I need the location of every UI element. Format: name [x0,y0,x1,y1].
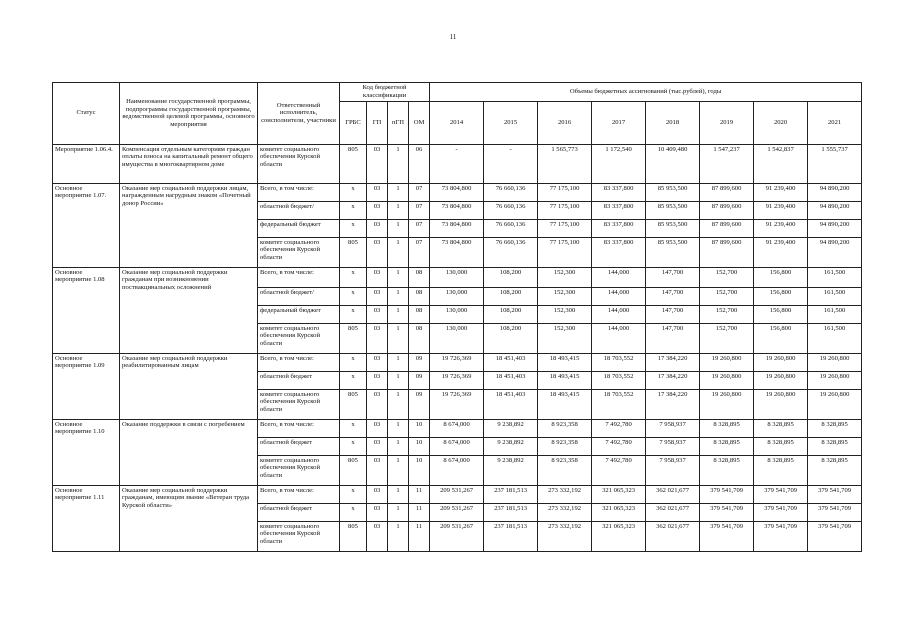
row-value: 87 899,600 [700,201,754,219]
row-value: 156,800 [754,323,808,353]
row-value: 87 899,600 [700,237,754,267]
row-value: 10 409,480 [646,144,700,183]
row-value: 85 953,500 [646,183,700,201]
row-status: Основное мероприятие 1.07. [53,183,120,267]
row-status: Основное мероприятие 1.10 [53,419,120,485]
row-value: 19 260,800 [700,389,754,419]
row-value: 19 260,800 [754,353,808,371]
row-value: 77 175,100 [538,201,592,219]
row-value: 9 238,892 [484,455,538,485]
row-om: 08 [409,287,430,305]
row-value: 94 890,200 [808,219,862,237]
header-code-col: ОМ [409,101,430,144]
header-code-col: пГП [388,101,409,144]
row-om: 09 [409,389,430,419]
row-value: 8 674,000 [430,419,484,437]
row-status: Основное мероприятие 1.09 [53,353,120,419]
row-value: 7 492,780 [592,419,646,437]
row-value: 273 332,192 [538,503,592,521]
row-name: Оказание мер социальной поддержки реабилитированным лицам [120,353,258,419]
row-gp: 03 [367,521,388,551]
row-status: Мероприятие 1.06.4. [53,144,120,183]
row-value: 19 726,369 [430,353,484,371]
row-value: 18 493,415 [538,353,592,371]
row-value: 8 328,895 [700,455,754,485]
header-year: 2015 [484,101,538,144]
row-value: 7 492,780 [592,455,646,485]
row-value: 73 804,800 [430,219,484,237]
row-value: - [484,144,538,183]
row-grbs: 805 [340,389,367,419]
row-om: 11 [409,521,430,551]
row-value: 152,700 [700,323,754,353]
row-pgp: 1 [388,305,409,323]
row-value: 85 953,500 [646,219,700,237]
row-value: 94 890,200 [808,201,862,219]
row-responsible: Всего, в том числе: [258,485,340,503]
row-pgp: 1 [388,353,409,371]
row-value: 108,200 [484,323,538,353]
row-value: 8 923,358 [538,455,592,485]
row-value: 87 899,600 [700,219,754,237]
row-value: 152,700 [700,305,754,323]
row-name: Оказание мер социальной поддержки гражданам при возникновении поствакцинальных осложнений [120,267,258,353]
row-value: 85 953,500 [646,201,700,219]
row-name: Оказание поддержки в связи с погребением [120,419,258,485]
row-value: 19 260,800 [754,389,808,419]
row-value: 18 451,403 [484,353,538,371]
row-gp: 03 [367,183,388,201]
row-value: 144,000 [592,287,646,305]
row-value: 18 493,415 [538,371,592,389]
row-value: 18 451,403 [484,371,538,389]
row-om: 08 [409,267,430,287]
row-pgp: 1 [388,485,409,503]
row-value: 379 541,709 [808,485,862,503]
row-value: 77 175,100 [538,219,592,237]
row-value: 362 021,677 [646,521,700,551]
row-value: 19 726,369 [430,371,484,389]
row-value: 8 328,895 [754,455,808,485]
header-year: 2017 [592,101,646,144]
row-grbs: x [340,437,367,455]
row-value: 8 328,895 [754,437,808,455]
row-value: 237 181,513 [484,503,538,521]
row-value: 108,200 [484,305,538,323]
row-gp: 03 [367,305,388,323]
row-value: 83 337,800 [592,219,646,237]
row-om: 09 [409,371,430,389]
row-om: 06 [409,144,430,183]
row-gp: 03 [367,201,388,219]
row-responsible: комитет социального обеспечения Курской области [258,144,340,183]
table-row [53,485,862,503]
row-value: 17 384,220 [646,389,700,419]
row-responsible: федеральный бюджет [258,219,340,237]
row-value: 18 703,552 [592,371,646,389]
row-pgp: 1 [388,389,409,419]
row-grbs: x [340,419,367,437]
row-responsible: областной бюджет [258,503,340,521]
header-year: 2016 [538,101,592,144]
row-value: 147,700 [646,323,700,353]
header-responsible: Ответственный исполнитель, соисполнители, участники [258,83,340,145]
row-value: 1 542,837 [754,144,808,183]
row-value: 161,500 [808,305,862,323]
row-name: Оказание мер социальной поддержки гражданам, имеющим звание «Ветеран труда Курской области» [120,485,258,551]
row-value: 379 541,709 [754,503,808,521]
row-responsible: Всего, в том числе: [258,353,340,371]
row-responsible: комитет социального обеспечения Курской области [258,237,340,267]
row-grbs: 805 [340,521,367,551]
row-value: 19 260,800 [808,371,862,389]
header-year: 2019 [700,101,754,144]
row-value: 7 958,937 [646,419,700,437]
row-grbs: x [340,305,367,323]
row-value: 8 923,358 [538,419,592,437]
table-row [53,183,862,201]
row-value: 19 726,369 [430,389,484,419]
row-value: 152,300 [538,267,592,287]
row-value: 379 541,709 [754,485,808,503]
row-value: 85 953,500 [646,237,700,267]
row-pgp: 1 [388,521,409,551]
row-responsible: областной бюджет/ [258,287,340,305]
row-grbs: x [340,183,367,201]
page-number: 11 [449,33,457,41]
row-value: 8 328,895 [808,419,862,437]
row-value: 18 703,552 [592,353,646,371]
row-om: 10 [409,455,430,485]
row-value: 1 172,540 [592,144,646,183]
row-value: 76 660,136 [484,219,538,237]
row-value: 8 328,895 [808,455,862,485]
row-value: 73 804,800 [430,201,484,219]
row-gp: 03 [367,389,388,419]
row-om: 07 [409,237,430,267]
row-status: Основное мероприятие 1.11 [53,485,120,551]
row-value: 7 492,780 [592,437,646,455]
row-value: 9 238,892 [484,437,538,455]
header-code-col: ГП [367,101,388,144]
row-om: 08 [409,305,430,323]
row-value: 362 021,677 [646,485,700,503]
row-value: 237 181,513 [484,485,538,503]
row-om: 09 [409,353,430,371]
row-value: 144,000 [592,323,646,353]
row-value: 144,000 [592,267,646,287]
row-value: 73 804,800 [430,183,484,201]
row-value: 91 239,400 [754,219,808,237]
row-grbs: 805 [340,144,367,183]
row-pgp: 1 [388,201,409,219]
row-gp: 03 [367,371,388,389]
row-value: 19 260,800 [754,371,808,389]
row-value: 7 958,937 [646,455,700,485]
row-gp: 03 [367,144,388,183]
row-om: 07 [409,183,430,201]
row-value: 7 958,937 [646,437,700,455]
row-value: 147,700 [646,305,700,323]
row-pgp: 1 [388,371,409,389]
row-value: 144,000 [592,305,646,323]
row-value: 147,700 [646,287,700,305]
row-value: 152,300 [538,323,592,353]
row-value: 83 337,800 [592,183,646,201]
row-value: 19 260,800 [808,353,862,371]
row-gp: 03 [367,287,388,305]
row-value: 362 021,677 [646,503,700,521]
row-om: 07 [409,219,430,237]
row-pgp: 1 [388,503,409,521]
row-pgp: 1 [388,287,409,305]
row-om: 08 [409,323,430,353]
row-value: 19 260,800 [700,371,754,389]
row-value: 379 541,709 [754,521,808,551]
row-value: 76 660,136 [484,201,538,219]
row-grbs: x [340,485,367,503]
row-responsible: областной бюджет [258,371,340,389]
row-gp: 03 [367,267,388,287]
row-value: 83 337,800 [592,201,646,219]
row-value: 209 531,267 [430,521,484,551]
row-value: 130,000 [430,323,484,353]
row-value: 77 175,100 [538,237,592,267]
row-om: 11 [409,485,430,503]
row-value: 161,500 [808,287,862,305]
budget-table [52,82,862,552]
row-value: 91 239,400 [754,237,808,267]
header-volumes: Объемы бюджетных ассигнований (тыс.рублей), годы [430,83,862,102]
row-value: 94 890,200 [808,183,862,201]
row-value: 91 239,400 [754,201,808,219]
row-responsible: федеральный бюджет [258,305,340,323]
row-value: 379 541,709 [700,503,754,521]
row-responsible: Всего, в том числе: [258,183,340,201]
row-value: 8 328,895 [700,419,754,437]
row-value: 8 328,895 [700,437,754,455]
table-row [53,267,862,287]
row-value: 19 260,800 [808,389,862,419]
header-year: 2021 [808,101,862,144]
row-value: 237 181,513 [484,521,538,551]
row-grbs: x [340,287,367,305]
row-responsible: комитет социального обеспечения Курской области [258,455,340,485]
header-code-col: ГРБС [340,101,367,144]
row-pgp: 1 [388,267,409,287]
row-value: 91 239,400 [754,183,808,201]
row-gp: 03 [367,485,388,503]
row-value: 1 555,737 [808,144,862,183]
header-budget-code: Код бюджетной классификации [340,83,430,102]
row-name: Компенсация отдельным категориям граждан оплаты взноса на капитальный ремонт общего имущества в многоквартирном доме [120,144,258,183]
row-om: 11 [409,503,430,521]
row-value: 18 703,552 [592,389,646,419]
row-value: 17 384,220 [646,353,700,371]
row-responsible: комитет социального обеспечения Курской области [258,521,340,551]
row-gp: 03 [367,437,388,455]
row-value: 18 493,415 [538,389,592,419]
row-value: 161,500 [808,267,862,287]
row-value: 8 674,000 [430,437,484,455]
row-gp: 03 [367,323,388,353]
row-responsible: комитет социального обеспечения Курской области [258,389,340,419]
row-responsible: областной бюджет [258,437,340,455]
row-value: 379 541,709 [808,503,862,521]
row-value: 94 890,200 [808,237,862,267]
row-value: 379 541,709 [700,485,754,503]
row-value: 321 065,323 [592,521,646,551]
row-grbs: x [340,503,367,521]
row-status: Основное мероприятие 1.08 [53,267,120,353]
row-grbs: 805 [340,455,367,485]
row-name: Оказание мер социальной поддержки лицам, награжденным нагрудным знаком «Почетный донор России» [120,183,258,267]
row-pgp: 1 [388,144,409,183]
row-value: 73 804,800 [430,237,484,267]
row-gp: 03 [367,237,388,267]
row-pgp: 1 [388,419,409,437]
row-pgp: 1 [388,455,409,485]
row-value: 83 337,800 [592,237,646,267]
table-row [53,144,862,183]
row-gp: 03 [367,503,388,521]
row-value: 76 660,136 [484,183,538,201]
header-name: Наименование государственной программы, подпрограммы государственной программы, ведомственной целевой программы, основного мероприятия [120,83,258,145]
row-value: 8 328,895 [808,437,862,455]
row-value: 379 541,709 [808,521,862,551]
header-status: Статус [53,83,120,145]
row-value: 209 531,267 [430,503,484,521]
row-om: 10 [409,437,430,455]
row-value: 108,200 [484,267,538,287]
row-responsible: областной бюджет/ [258,201,340,219]
row-value: 273 332,192 [538,521,592,551]
header-year: 2020 [754,101,808,144]
row-value: 130,000 [430,267,484,287]
row-grbs: x [340,371,367,389]
row-value: 8 674,000 [430,455,484,485]
row-responsible: Всего, в том числе: [258,419,340,437]
row-value: - [430,144,484,183]
row-value: 321 065,323 [592,503,646,521]
row-value: 152,300 [538,287,592,305]
row-pgp: 1 [388,183,409,201]
row-value: 9 238,892 [484,419,538,437]
row-gp: 03 [367,419,388,437]
row-value: 156,800 [754,305,808,323]
row-value: 130,000 [430,287,484,305]
row-value: 8 328,895 [754,419,808,437]
row-responsible: Всего, в том числе: [258,267,340,287]
table-row [53,419,862,437]
row-pgp: 1 [388,237,409,267]
row-value: 156,800 [754,287,808,305]
row-gp: 03 [367,353,388,371]
row-om: 07 [409,201,430,219]
row-grbs: x [340,219,367,237]
row-value: 147,700 [646,267,700,287]
row-value: 77 175,100 [538,183,592,201]
row-value: 76 660,136 [484,237,538,267]
row-grbs: 805 [340,237,367,267]
row-value: 321 065,323 [592,485,646,503]
row-gp: 03 [367,219,388,237]
header-year: 2018 [646,101,700,144]
row-pgp: 1 [388,437,409,455]
row-value: 18 451,403 [484,389,538,419]
header-year: 2014 [430,101,484,144]
row-value: 209 531,267 [430,485,484,503]
row-grbs: x [340,353,367,371]
row-value: 161,500 [808,323,862,353]
row-value: 87 899,600 [700,183,754,201]
row-pgp: 1 [388,219,409,237]
row-value: 152,300 [538,305,592,323]
row-value: 130,000 [430,305,484,323]
row-value: 108,200 [484,287,538,305]
row-value: 152,700 [700,287,754,305]
row-value: 156,800 [754,267,808,287]
table-row [53,353,862,371]
row-value: 152,700 [700,267,754,287]
row-value: 19 260,800 [700,353,754,371]
row-value: 8 923,358 [538,437,592,455]
row-pgp: 1 [388,323,409,353]
row-value: 17 384,220 [646,371,700,389]
row-om: 10 [409,419,430,437]
row-grbs: 805 [340,323,367,353]
row-value: 273 332,192 [538,485,592,503]
row-value: 1 565,773 [538,144,592,183]
row-value: 379 541,709 [700,521,754,551]
row-grbs: x [340,201,367,219]
row-value: 1 547,237 [700,144,754,183]
row-gp: 03 [367,455,388,485]
row-responsible: комитет социального обеспечения Курской области [258,323,340,353]
row-grbs: x [340,267,367,287]
